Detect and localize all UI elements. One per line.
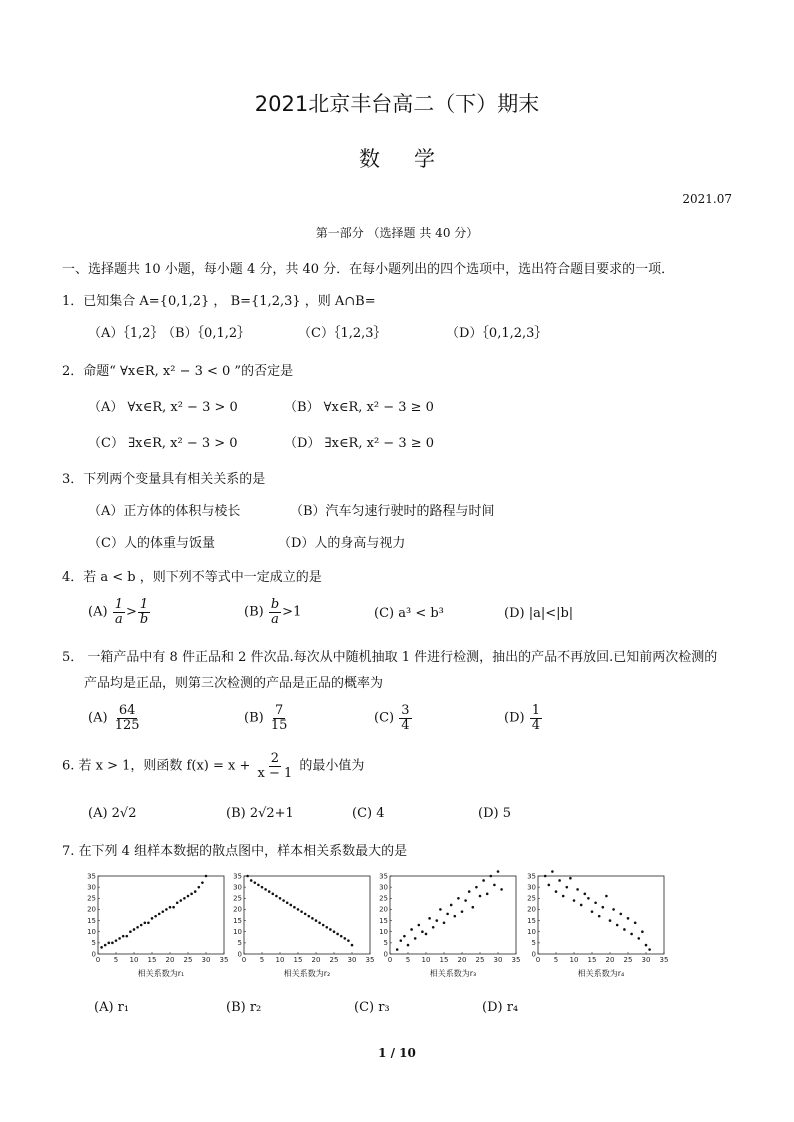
x-tick-label: 0 bbox=[241, 956, 247, 964]
part-heading: 第一部分 （选择题 共 40 分） bbox=[315, 226, 479, 240]
y-tick-label: 25 bbox=[527, 894, 536, 903]
data-point bbox=[623, 928, 626, 931]
data-point bbox=[187, 895, 190, 898]
data-point bbox=[482, 879, 485, 882]
data-point bbox=[645, 944, 648, 947]
fraction-denominator: 15 bbox=[270, 717, 288, 733]
y-tick-label: 25 bbox=[233, 894, 242, 903]
data-point bbox=[396, 948, 399, 951]
plot-frame bbox=[98, 876, 224, 954]
q4-option-c: (C) a³ < b³ bbox=[374, 606, 444, 621]
data-point bbox=[638, 937, 641, 940]
data-point bbox=[336, 933, 339, 936]
data-point bbox=[304, 913, 307, 916]
scatter-plot-r4 bbox=[524, 868, 674, 978]
data-point bbox=[414, 937, 417, 940]
x-tick-label: 0 bbox=[535, 956, 541, 964]
data-point bbox=[450, 904, 453, 907]
data-point bbox=[297, 908, 300, 911]
scatter-plot-r1 bbox=[84, 868, 234, 978]
data-point bbox=[272, 893, 275, 896]
data-point bbox=[322, 924, 325, 927]
data-point bbox=[329, 928, 332, 931]
data-point bbox=[133, 928, 136, 931]
x-tick-label: 15 bbox=[147, 956, 157, 964]
data-point bbox=[180, 899, 183, 902]
data-point bbox=[205, 875, 208, 878]
y-tick-label: 20 bbox=[379, 905, 388, 914]
data-point bbox=[300, 910, 303, 913]
scatter-plot-r3 bbox=[376, 868, 526, 978]
data-point bbox=[486, 893, 489, 896]
data-point bbox=[183, 897, 186, 900]
y-tick-label: 15 bbox=[233, 916, 242, 925]
data-point bbox=[201, 881, 204, 884]
data-point bbox=[566, 886, 569, 889]
q1-option-d: （D）｛0,1,2,3｝ bbox=[446, 326, 548, 341]
question-5-stem-line1: 5． 一箱产品中有 8 件正品和 2 件次品.每次从中随机抽取 1 件进行检测，抽出的产品不再放回.已知前两次检测的 bbox=[62, 650, 718, 665]
q4-option-a: (A) $\frac{1}{a}$ > $\frac{1}{b}$ bbox=[88, 597, 149, 627]
data-point bbox=[620, 913, 623, 916]
x-tick-label: 20 bbox=[457, 956, 467, 964]
data-point bbox=[151, 917, 154, 920]
plot-frame bbox=[390, 876, 516, 954]
plot-caption: 相关系数为r₂ bbox=[283, 969, 331, 978]
data-point bbox=[326, 926, 329, 929]
fraction-denominator: x − 1 bbox=[257, 765, 293, 781]
q6-option-c: (C) 4 bbox=[352, 806, 385, 821]
fraction-numerator: 64 bbox=[118, 703, 136, 718]
y-tick-label: 15 bbox=[527, 916, 536, 925]
data-point bbox=[257, 884, 260, 887]
y-tick-label: 10 bbox=[233, 928, 242, 937]
data-point bbox=[129, 930, 132, 933]
q6-option-d: (D) 5 bbox=[478, 806, 511, 821]
data-point bbox=[548, 884, 551, 887]
q3-option-c: （C）人的体重与饭量 bbox=[88, 536, 215, 551]
y-tick-label: 0 bbox=[383, 950, 388, 959]
data-point bbox=[573, 899, 576, 902]
data-point bbox=[436, 919, 439, 922]
fraction: $\frac{1}{a}$ bbox=[114, 597, 123, 627]
y-tick-label: 30 bbox=[233, 883, 242, 892]
x-tick-label: 35 bbox=[511, 956, 521, 964]
data-point bbox=[403, 935, 406, 938]
data-point bbox=[111, 942, 114, 945]
data-point bbox=[290, 904, 293, 907]
data-point bbox=[165, 908, 168, 911]
y-tick-label: 0 bbox=[91, 950, 96, 959]
x-tick-label: 25 bbox=[183, 956, 193, 964]
data-point bbox=[479, 895, 482, 898]
data-point bbox=[344, 937, 347, 940]
question-6-stem bbox=[62, 752, 364, 780]
data-point bbox=[576, 888, 579, 891]
data-point bbox=[584, 893, 587, 896]
data-point bbox=[126, 935, 129, 938]
data-point bbox=[580, 904, 583, 907]
data-point bbox=[555, 890, 558, 893]
x-tick-label: 25 bbox=[329, 956, 339, 964]
y-tick-label: 10 bbox=[527, 928, 536, 937]
y-tick-label: 15 bbox=[87, 916, 96, 925]
y-tick-label: 20 bbox=[527, 905, 536, 914]
q3-option-b: （B）汽车匀速行驶时的路程与时间 bbox=[290, 504, 495, 519]
data-point bbox=[410, 928, 413, 931]
q3-option-d: （D）人的身高与视力 bbox=[278, 536, 406, 551]
plot-caption: 相关系数为r₄ bbox=[577, 969, 625, 978]
q2-option-c: （C） ∃x∈R, x² − 3 > 0 bbox=[88, 436, 238, 451]
data-point bbox=[558, 879, 561, 882]
question-7-stem: 7. 在下列 4 组样本数据的散点图中，样本相关系数最大的是 bbox=[62, 844, 408, 859]
data-point bbox=[551, 870, 554, 873]
plot-caption: 相关系数为r₃ bbox=[429, 969, 477, 978]
data-point bbox=[400, 939, 403, 942]
data-point bbox=[286, 901, 289, 904]
q6-stem-pre: 6. 若 x > 1，则函数 f(x) = x + bbox=[62, 758, 251, 774]
y-tick-label: 35 bbox=[527, 872, 536, 881]
y-tick-label: 5 bbox=[237, 939, 242, 948]
data-point bbox=[172, 906, 175, 909]
plot-frame bbox=[538, 876, 664, 954]
question-4-stem: 4．若 a < b ，则下列不等式中一定成立的是 bbox=[62, 570, 322, 585]
x-tick-label: 25 bbox=[475, 956, 485, 964]
fraction-numerator: 3 bbox=[401, 703, 410, 718]
data-point bbox=[311, 917, 314, 920]
data-point bbox=[407, 944, 410, 947]
data-point bbox=[446, 913, 449, 916]
x-tick-label: 35 bbox=[219, 956, 229, 964]
x-tick-label: 25 bbox=[623, 956, 633, 964]
x-tick-label: 5 bbox=[405, 956, 411, 964]
y-tick-label: 25 bbox=[379, 894, 388, 903]
data-point bbox=[641, 930, 644, 933]
y-tick-label: 0 bbox=[237, 950, 242, 959]
x-tick-label: 20 bbox=[165, 956, 175, 964]
data-point bbox=[587, 897, 590, 900]
data-point bbox=[254, 881, 257, 884]
data-point bbox=[279, 897, 282, 900]
q6-option-a: (A) 2√2 bbox=[88, 806, 137, 821]
data-point bbox=[293, 906, 296, 909]
question-1-stem: 1．已知集合 A={0,1,2} ， B={1,2,3} ，则 A∩B= bbox=[62, 294, 376, 309]
fraction-denominator: 4 bbox=[531, 717, 540, 733]
data-point bbox=[190, 893, 193, 896]
q5-option-b-label: (B) bbox=[244, 710, 264, 726]
data-point bbox=[318, 922, 321, 925]
section-instructions: 一、选择题共 10 小题，每小题 4 分，共 40 分．在每小题列出的四个选项中，选出符合题目要求的一项． bbox=[62, 262, 675, 277]
y-tick-label: 30 bbox=[527, 883, 536, 892]
data-point bbox=[569, 877, 572, 880]
x-tick-label: 15 bbox=[587, 956, 597, 964]
data-point bbox=[609, 919, 612, 922]
x-tick-label: 15 bbox=[439, 956, 449, 964]
scatter-plot-r2 bbox=[230, 868, 380, 978]
data-point bbox=[493, 884, 496, 887]
q2-option-d: （D） ∃x∈R, x² − 3 ≥ 0 bbox=[284, 436, 435, 451]
q5-option-c bbox=[374, 704, 413, 732]
q1-option-c: （C）｛1,2,3｝ bbox=[298, 326, 387, 341]
q7-option-b: (B) r₂ bbox=[226, 1000, 262, 1015]
x-tick-label: 5 bbox=[259, 956, 265, 964]
fraction-denominator: 125 bbox=[114, 717, 140, 733]
data-point bbox=[439, 908, 442, 911]
data-point bbox=[544, 875, 547, 878]
q6-option-b: (B) 2√2+1 bbox=[226, 806, 294, 821]
data-point bbox=[115, 939, 118, 942]
data-point bbox=[490, 875, 493, 878]
data-point bbox=[500, 888, 503, 891]
data-point bbox=[562, 895, 565, 898]
data-point bbox=[176, 901, 179, 904]
data-point bbox=[616, 924, 619, 927]
y-tick-label: 10 bbox=[379, 928, 388, 937]
scatter-svg bbox=[230, 868, 380, 978]
x-tick-label: 10 bbox=[569, 956, 579, 964]
q5-option-d-label: (D) bbox=[504, 710, 525, 726]
q7-option-c: (C) r₃ bbox=[354, 1000, 390, 1015]
data-point bbox=[351, 944, 354, 947]
q4-option-b: (B) $\frac{b}{a}$ >1 bbox=[244, 597, 302, 627]
page-title: 2021北京丰台高二（下）期末 bbox=[254, 92, 540, 116]
fraction bbox=[399, 704, 411, 732]
data-point bbox=[630, 933, 633, 936]
scatter-svg bbox=[524, 868, 674, 978]
y-tick-label: 5 bbox=[91, 939, 96, 948]
data-point bbox=[158, 913, 161, 916]
data-point bbox=[275, 895, 278, 898]
fraction bbox=[256, 752, 295, 780]
data-point bbox=[154, 915, 157, 918]
x-tick-label: 30 bbox=[493, 956, 503, 964]
data-point bbox=[475, 886, 478, 889]
q5-option-b bbox=[244, 704, 290, 732]
q5-option-a bbox=[88, 704, 143, 732]
data-point bbox=[347, 939, 350, 942]
x-tick-label: 30 bbox=[641, 956, 651, 964]
q5-option-d bbox=[504, 704, 543, 732]
y-tick-label: 35 bbox=[87, 872, 96, 881]
question-2-stem: 2．命题“ ∀x∈R, x² − 3 < 0 ”的否定是 bbox=[62, 364, 294, 379]
data-point bbox=[634, 922, 637, 925]
exam-date: 2021.07 bbox=[682, 192, 732, 206]
x-tick-label: 35 bbox=[365, 956, 375, 964]
fraction-denominator: 4 bbox=[401, 717, 410, 733]
data-point bbox=[464, 899, 467, 902]
fraction-numerator: 7 bbox=[274, 703, 284, 718]
data-point bbox=[268, 890, 271, 893]
x-tick-label: 0 bbox=[387, 956, 393, 964]
data-point bbox=[340, 935, 343, 938]
y-tick-label: 0 bbox=[531, 950, 536, 959]
data-point bbox=[108, 942, 111, 945]
question-3-stem: 3．下列两个变量具有相关关系的是 bbox=[62, 472, 266, 487]
x-tick-label: 20 bbox=[311, 956, 321, 964]
data-point bbox=[136, 926, 139, 929]
data-point bbox=[246, 875, 249, 878]
data-point bbox=[497, 870, 500, 873]
q1-option-a: （A）｛1,2｝ bbox=[88, 326, 164, 341]
data-point bbox=[140, 924, 143, 927]
data-point bbox=[472, 906, 475, 909]
data-point bbox=[198, 886, 201, 889]
data-point bbox=[194, 890, 197, 893]
fraction-numerator: 2 bbox=[270, 751, 280, 766]
fraction bbox=[113, 704, 142, 732]
data-point bbox=[602, 906, 605, 909]
scatter-svg bbox=[376, 868, 526, 978]
x-tick-label: 35 bbox=[659, 956, 669, 964]
fraction: $\frac{1}{b}$ bbox=[139, 597, 149, 627]
y-tick-label: 35 bbox=[379, 872, 388, 881]
data-point bbox=[261, 886, 264, 889]
q5-option-a-label: (A) bbox=[88, 710, 108, 726]
y-tick-label: 20 bbox=[87, 905, 96, 914]
x-tick-label: 10 bbox=[421, 956, 431, 964]
q4-option-b-label: (B) bbox=[244, 604, 264, 620]
plot-caption: 相关系数为r₁ bbox=[137, 969, 185, 978]
data-point bbox=[594, 901, 597, 904]
data-point bbox=[432, 926, 435, 929]
question-5-stem-line2: 产品均是正品，则第三次检测的产品是正品的概率为 bbox=[84, 676, 384, 691]
y-tick-label: 20 bbox=[233, 905, 242, 914]
data-point bbox=[169, 906, 172, 909]
data-point bbox=[100, 946, 103, 949]
y-tick-label: 5 bbox=[531, 939, 536, 948]
scatter-svg bbox=[84, 868, 234, 978]
y-tick-label: 35 bbox=[233, 872, 242, 881]
x-tick-label: 30 bbox=[201, 956, 211, 964]
q4-option-d: (D) |a|<|b| bbox=[504, 606, 574, 621]
q2-option-a: （A） ∀x∈R, x² − 3 > 0 bbox=[88, 400, 238, 415]
data-point bbox=[612, 908, 615, 911]
x-tick-label: 0 bbox=[95, 956, 101, 964]
data-point bbox=[162, 910, 165, 913]
x-tick-label: 5 bbox=[553, 956, 559, 964]
data-point bbox=[598, 915, 601, 918]
q4-option-a-label: (A) bbox=[88, 604, 108, 620]
data-point bbox=[315, 919, 318, 922]
q6-stem-post: 的最小值为 bbox=[299, 758, 365, 774]
data-point bbox=[144, 922, 147, 925]
x-tick-label: 30 bbox=[347, 956, 357, 964]
q7-option-d: (D) r₄ bbox=[482, 1000, 519, 1015]
q1-option-b: （B）｛0,1,2｝ bbox=[162, 326, 251, 341]
data-point bbox=[457, 897, 460, 900]
data-point bbox=[104, 944, 107, 947]
y-tick-label: 30 bbox=[87, 883, 96, 892]
data-point bbox=[282, 899, 285, 902]
q2-option-b: （B） ∀x∈R, x² − 3 ≥ 0 bbox=[284, 400, 434, 415]
page-number: 1 / 10 bbox=[378, 1046, 416, 1060]
y-tick-label: 5 bbox=[383, 939, 388, 948]
fraction: $\frac{b}{a}$ bbox=[270, 597, 280, 627]
data-point bbox=[118, 937, 121, 940]
x-tick-label: 10 bbox=[275, 956, 285, 964]
data-point bbox=[264, 888, 267, 891]
data-point bbox=[418, 924, 421, 927]
data-point bbox=[443, 922, 446, 925]
x-tick-label: 5 bbox=[113, 956, 119, 964]
y-tick-label: 15 bbox=[379, 916, 388, 925]
subject-title: 数学 bbox=[359, 147, 469, 171]
data-point bbox=[648, 948, 651, 951]
data-point bbox=[627, 917, 630, 920]
data-point bbox=[308, 915, 311, 918]
x-tick-label: 15 bbox=[293, 956, 303, 964]
data-point bbox=[454, 915, 457, 918]
y-tick-label: 30 bbox=[379, 883, 388, 892]
data-point bbox=[421, 930, 424, 933]
data-point bbox=[122, 935, 125, 938]
data-point bbox=[605, 895, 608, 898]
x-tick-label: 10 bbox=[129, 956, 139, 964]
x-tick-label: 20 bbox=[605, 956, 615, 964]
y-tick-label: 25 bbox=[87, 894, 96, 903]
q7-option-a: (A) r₁ bbox=[94, 1000, 130, 1015]
data-point bbox=[333, 930, 336, 933]
data-point bbox=[461, 910, 464, 913]
y-tick-label: 10 bbox=[87, 928, 96, 937]
data-point bbox=[250, 879, 253, 882]
fraction-numerator: 1 bbox=[531, 703, 540, 718]
data-point bbox=[425, 933, 428, 936]
data-point bbox=[591, 910, 594, 913]
data-point bbox=[468, 890, 471, 893]
fraction bbox=[269, 704, 290, 732]
q5-option-c-label: (C) bbox=[374, 710, 395, 726]
fraction bbox=[530, 704, 542, 732]
data-point bbox=[147, 922, 150, 925]
data-point bbox=[428, 917, 431, 920]
q3-option-a: （A）正方体的体积与棱长 bbox=[88, 504, 241, 519]
